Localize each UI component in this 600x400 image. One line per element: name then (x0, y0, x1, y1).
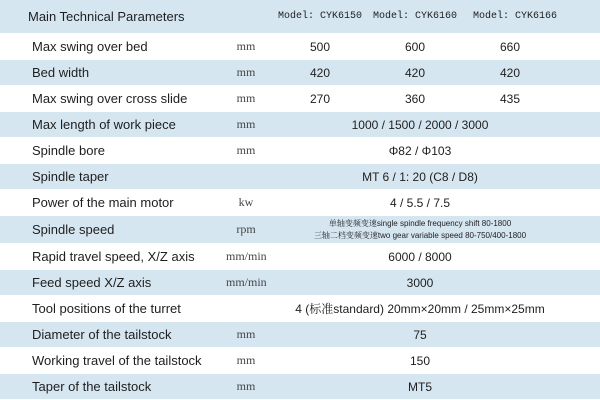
value-all-models: Φ82 / Φ103 (388, 143, 452, 158)
table-row (0, 164, 600, 190)
value-cyk6150: 500 (309, 39, 331, 54)
table-row (0, 60, 600, 86)
table-row (0, 86, 600, 112)
param-unit: mm/min (226, 275, 267, 289)
value-cyk6160: 420 (404, 65, 426, 80)
table-row (0, 244, 600, 270)
param-unit: kw (238, 195, 254, 209)
table-row (0, 270, 600, 296)
table-row (0, 138, 600, 164)
value-all-models: 6000 / 8000 (388, 249, 452, 264)
param-name: Bed width (32, 65, 90, 80)
param-name: Rapid travel speed, X/Z axis (32, 249, 195, 264)
param-unit: mm/min (226, 249, 267, 263)
value-all-models: 1000 / 1500 / 2000 / 3000 (351, 117, 489, 132)
param-unit: mm (236, 143, 256, 157)
value-cyk6166: 660 (499, 39, 521, 54)
header-title: Main Technical Parameters (28, 9, 185, 24)
spindle-speed-line-2: 三轴二档变频变速two gear variable speed 80-750/400-1800 (313, 230, 527, 240)
param-unit: mm (236, 327, 256, 341)
value-all-models: 75 (413, 327, 427, 342)
param-name: Max length of work piece (32, 117, 176, 132)
param-name: Spindle speed (32, 222, 115, 237)
value-all-models: 4 (标准standard) 20mm×20mm / 25mm×25mm (295, 302, 545, 316)
value-all-models: 3000 (406, 275, 434, 290)
param-name: Working travel of the tailstock (32, 353, 202, 368)
table-row (0, 34, 600, 60)
table-row (0, 296, 600, 322)
param-name: Diameter of the tailstock (32, 327, 172, 342)
table-row (0, 112, 600, 138)
value-cyk6150: 420 (309, 65, 331, 80)
spindle-speed-line-1: 单轴变频变速single spindle frequency shift 80-1800 (328, 218, 512, 228)
param-unit: mm (236, 117, 256, 131)
param-unit: mm (236, 353, 256, 367)
value-all-models: MT5 (408, 379, 432, 394)
table-header (0, 0, 600, 34)
table-row (0, 348, 600, 374)
table-row (0, 374, 600, 400)
value-cyk6166: 435 (499, 91, 521, 106)
value-cyk6166: 420 (499, 65, 521, 80)
value-all-models: MT 6 / 1: 20 (C8 / D8) (362, 169, 478, 184)
value-cyk6150: 270 (309, 91, 331, 106)
param-name: Spindle bore (32, 143, 105, 158)
model-label-2: Model: CYK6160 (372, 11, 457, 22)
value-cyk6160: 600 (404, 39, 426, 54)
spindle-speed-values (280, 218, 560, 242)
param-name: Power of the main motor (32, 195, 174, 210)
value-all-models: 150 (409, 353, 431, 368)
param-unit: mm (236, 379, 256, 393)
table-row (0, 322, 600, 348)
param-name: Tool positions of the turret (32, 301, 181, 316)
model-label-3: Model: CYK6166 (472, 11, 557, 22)
param-unit: mm (236, 65, 256, 79)
table-row (0, 216, 600, 244)
param-unit: mm (236, 91, 256, 105)
param-name: Taper of the tailstock (32, 379, 152, 394)
param-name: Max swing over cross slide (32, 91, 188, 106)
table-row (0, 190, 600, 216)
param-name: Max swing over bed (32, 39, 148, 54)
model-label-1: Model: CYK6150 (277, 11, 362, 22)
param-unit: mm (236, 39, 256, 53)
param-name: Feed speed X/Z axis (32, 275, 152, 290)
param-name: Spindle taper (32, 169, 109, 184)
param-unit: rpm (236, 222, 256, 236)
value-all-models: 4 / 5.5 / 7.5 (389, 195, 451, 210)
value-cyk6160: 360 (404, 91, 426, 106)
